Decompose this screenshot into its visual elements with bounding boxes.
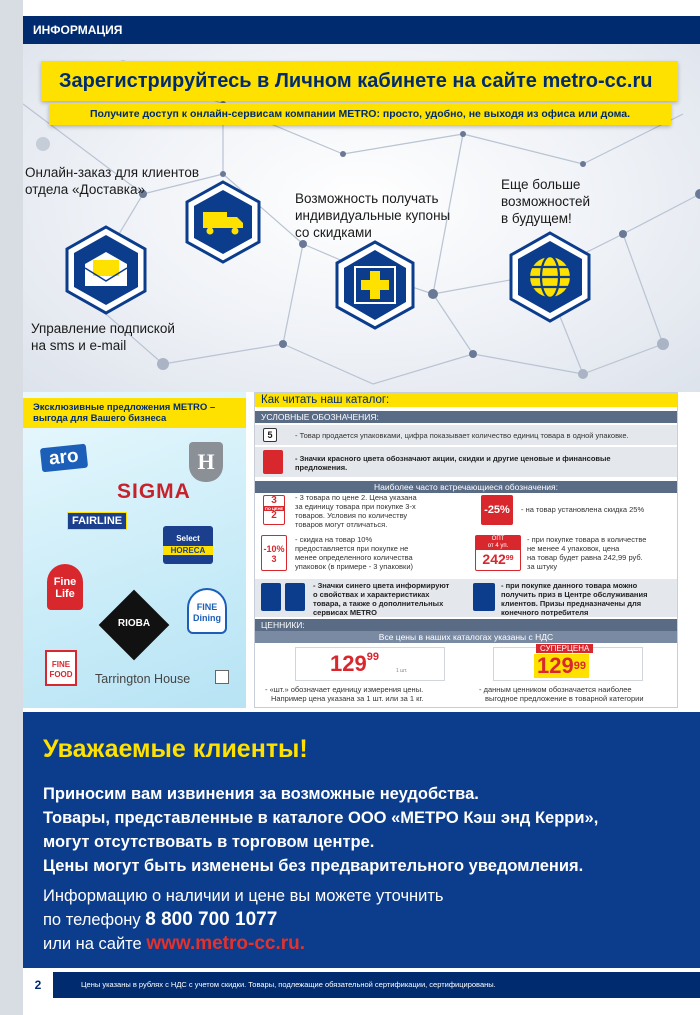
wholesale-line1: - при покупке товара в количестве <box>527 535 647 544</box>
section-title: ИНФОРМАЦИЯ <box>23 16 700 44</box>
truck-icon[interactable] <box>183 179 263 265</box>
feature-delivery <box>25 164 199 198</box>
brand-fine-dining-line1: FINE <box>196 602 218 612</box>
feature-delivery-line2: отдела «Доставка» <box>25 182 146 197</box>
legend-bar: УСЛОВНЫЕ ОБОЗНАЧЕНИЯ: <box>255 411 677 423</box>
brands-heading <box>23 398 246 428</box>
price-tags-bar: ЦЕННИКИ: <box>255 619 677 631</box>
wholesale-line4: за штуку <box>527 562 558 571</box>
discount-25-badge: -25% <box>481 495 513 525</box>
unit-note <box>265 685 423 703</box>
feature-coupons-line3: со скидками <box>295 225 372 240</box>
super-price: 129 <box>537 653 574 678</box>
discount-10-quantity: 3 <box>271 554 277 564</box>
three-for-two-mid: ПО ЦЕНЕ <box>264 506 284 511</box>
red-text-line2: предложения. <box>295 463 348 472</box>
super-note-line2: выгодное предложение в товарной категории <box>485 694 644 703</box>
info-site-line <box>43 932 305 956</box>
vat-bar: Все цены в наших каталогах указаны с НДС <box>255 631 677 643</box>
brand-fine-food-line2: FOOD <box>49 670 73 679</box>
prize-line1: - при покупке данного товара можно <box>501 581 638 590</box>
prize-line3: клиентов. Призы предназначены для <box>501 599 642 608</box>
blue-line3: товара, а также о дополнительных <box>313 599 444 608</box>
feature-coupons-line1: Возможность получать <box>295 191 439 206</box>
discount-10-badge <box>261 535 287 571</box>
three-for-two-line1: - 3 товара по цене 2. Цена указана <box>295 493 417 502</box>
red-badge-icon <box>263 450 283 474</box>
apology-line2: Товары, представленные в каталоге ООО «МЕТРО Кэш энд Керри», <box>43 809 599 827</box>
feature-subscription-line2: на sms и e-mail <box>31 338 127 353</box>
feature-future-line3: в будущем! <box>501 211 572 226</box>
discount-10-line1: - скидка на товар 10% <box>295 535 373 544</box>
feature-coupons <box>295 190 450 241</box>
page-number: 2 <box>23 972 53 998</box>
feature-future-line2: возможностей <box>501 194 591 209</box>
discount-10-line2: предоставляется при покупке не <box>295 544 409 553</box>
wholesale-line2: не менее 4 упаковок, цена <box>527 544 620 553</box>
discount-10-value: -10% <box>263 544 285 554</box>
brand-fine-life <box>47 564 83 610</box>
blue-text <box>313 581 449 617</box>
three-for-two-line4: товаров могут отличаться. <box>295 520 388 529</box>
gift-icon <box>473 583 495 611</box>
catalog-legend <box>254 392 678 708</box>
brand-fine-life-line2: Life <box>55 588 75 600</box>
feature-subscription <box>31 320 175 354</box>
discount-10-text <box>295 535 413 571</box>
apology-line1: Приносим вам извинения за возможные неудобства. <box>43 785 479 803</box>
feature-future <box>501 176 590 227</box>
brand-aro: aro <box>40 444 88 473</box>
brand-select-horeca <box>163 526 213 564</box>
brands-heading-line2: выгода для Вашего бизнеса <box>33 413 167 424</box>
three-for-two-line3: товаров. Условия по количеству <box>295 511 408 520</box>
apology-line4: Цены могут быть изменены без предварительного уведомления. <box>43 857 584 875</box>
site-link[interactable]: www.metro-cc.ru. <box>146 933 306 954</box>
prize-line4: конечного потребителя <box>501 608 589 617</box>
super-price-label: СУПЕРЦЕНА <box>536 644 593 653</box>
registration-section <box>23 44 700 392</box>
prize-text <box>501 581 647 617</box>
globe-icon[interactable] <box>507 230 593 324</box>
side-band <box>0 0 23 1015</box>
info-site-prefix: или на сайте <box>43 935 142 953</box>
blue-line4: сервисах METRO <box>313 608 377 617</box>
delivery-service-icon <box>261 583 281 611</box>
brand-fine-food <box>45 650 77 686</box>
brands-panel <box>23 392 246 708</box>
three-for-two-line2: за единицу товара при покупке 3-х <box>295 502 416 511</box>
prize-line2: получить приз в Центре обслуживания <box>501 590 648 599</box>
wholesale-sub: от 4 уп. <box>476 543 520 550</box>
feature-coupons-line2: индивидуальные купоны <box>295 208 451 223</box>
feature-subscription-line1: Управление подпиской <box>31 321 175 336</box>
unit-note-line1: - «шт.» обозначает единицу измерения цены. <box>265 685 424 694</box>
wholesale-head: ОПТ <box>476 536 520 543</box>
brand-fine-dining-line2: Dining <box>193 613 221 623</box>
three-for-two-badge <box>263 495 285 525</box>
discount-10-line4: упаковок (в примере - 3 упаковки) <box>295 562 414 571</box>
super-price-cents: 99 <box>573 660 586 672</box>
brand-h-logo: H <box>189 442 223 482</box>
info-phone-prefix: по телефону <box>43 911 141 929</box>
brand-fine-dining <box>187 588 227 634</box>
brand-rioba: RIOBA <box>117 618 151 629</box>
discount-25-text: - на товар установлена скидка 25% <box>521 505 645 514</box>
blue-line1: - Значки синего цвета информируют <box>313 581 450 590</box>
pack-icon: 5 <box>263 428 277 442</box>
wholesale-badge <box>475 535 521 571</box>
price-unit: 1 шт. <box>396 668 408 674</box>
super-note-line1: - данным ценником обозначается наиболее <box>479 685 632 694</box>
plus-icon[interactable] <box>333 239 417 331</box>
blue-line2: о свойствах и характеристиках <box>313 590 430 599</box>
brand-horeca-line1: Select <box>176 534 200 543</box>
regular-price: 129 <box>330 651 367 676</box>
apology-line3: могут отсутствовать в торговом центре. <box>43 833 375 851</box>
brand-tarrington-icon <box>215 670 229 684</box>
catalog-title: Как читать наш каталог: <box>255 393 677 407</box>
wholesale-price: 242 <box>482 551 506 567</box>
register-subline: Получите доступ к онлайн-сервисам компании METRO: просто, удобно, не выходя из офиса или дома. <box>49 103 671 125</box>
freezer-icon <box>285 583 305 611</box>
regular-price-cents: 99 <box>366 651 379 663</box>
apology-block <box>23 712 700 968</box>
wholesale-cents: 99 <box>505 555 514 562</box>
three-for-two-top: 3 <box>271 495 277 506</box>
brand-sigma: SIGMA <box>117 480 191 503</box>
unit-note-line2: Например цена указана за 1 шт. или за 1 кг. <box>271 694 424 703</box>
apology-title: Уважаемые клиенты! <box>43 735 308 763</box>
red-text-line1: - Значки красного цвета обозначают акции, скидки и другие ценовые и финансовые <box>295 454 611 463</box>
wholesale-text <box>527 535 646 571</box>
pack-text: - Товар продается упаковками, цифра показывает количество единиц товара в одной упаковке. <box>295 431 629 440</box>
brand-fairline: FAIRLINE <box>67 512 127 530</box>
feature-delivery-line1: Онлайн-заказ для клиентов <box>25 165 199 180</box>
three-for-two-text <box>295 493 417 529</box>
regular-price-tag <box>295 647 445 681</box>
brand-fine-life-line1: Fine <box>53 576 77 588</box>
super-note <box>479 685 644 703</box>
frequent-bar: Наиболее часто встречающиеся обозначения: <box>255 481 677 493</box>
info-phone-line <box>43 908 277 932</box>
red-text <box>295 454 611 472</box>
discount-10-line3: менее определенного количества <box>295 553 413 562</box>
super-price-tag <box>493 644 643 681</box>
info-line1: Информацию о наличии и цене вы можете уточнить <box>43 887 444 905</box>
register-headline[interactable]: Зарегистрируйтесь в Личном кабинете на сайте metro-cc.ru <box>41 61 678 101</box>
envelope-icon[interactable] <box>63 224 149 316</box>
brands-heading-line1: Эксклюзивные предложения METRO – <box>33 402 216 413</box>
footer <box>23 972 700 998</box>
feature-future-line1: Еще больше <box>501 177 581 192</box>
three-for-two-bottom: 2 <box>271 510 277 521</box>
footer-note: Цены указаны в рублях с НДС с учетом скидки. Товары, подлежащие обязательной сертификации, сертифицированы. <box>81 980 496 989</box>
brand-fine-food-line1: FINE <box>51 660 71 669</box>
brand-horeca-line2: HORECA <box>163 546 213 555</box>
phone-link[interactable]: 8 800 700 1077 <box>145 909 278 930</box>
brand-tarrington: Tarrington House <box>95 672 191 686</box>
wholesale-line3: на товар будет равна 242,99 руб. <box>527 553 643 562</box>
